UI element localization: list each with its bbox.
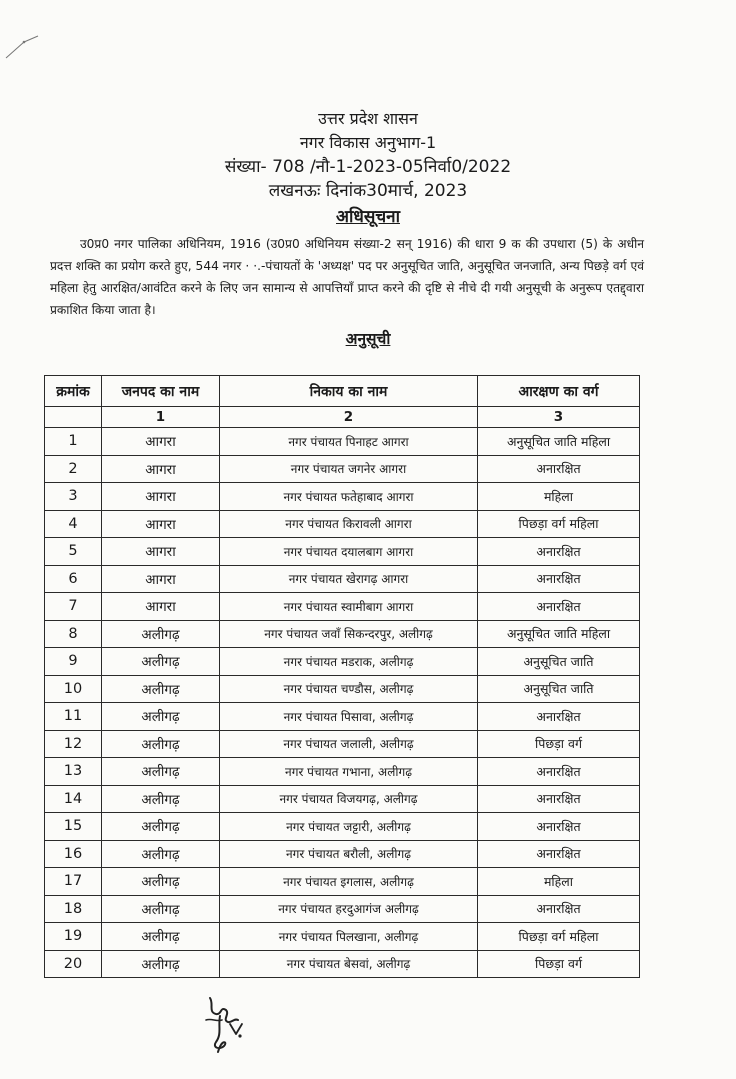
cell-serial: 16 [45, 840, 102, 868]
cell-body-name: नगर पंचायत गभाना, अलीगढ़ [220, 758, 478, 786]
cell-body-name: नगर पंचायत बेसवां, अलीगढ़ [220, 950, 478, 978]
colnum-1: 1 [102, 407, 220, 428]
cell-body-name: नगर पंचायत मडराक, अलीगढ़ [220, 648, 478, 676]
government-name: उत्तर प्रदेश शासन [318, 109, 418, 128]
cell-serial: 8 [45, 620, 102, 648]
cell-body-name: नगर पंचायत बरौली, अलीगढ़ [220, 840, 478, 868]
cell-body-name: नगर पंचायत इगलास, अलीगढ़ [220, 868, 478, 896]
cell-body-name: नगर पंचायत चण्डौस, अलीगढ़ [220, 675, 478, 703]
cell-category: अनुसूचित जाति महिला [478, 428, 640, 456]
cell-category: पिछड़ा वर्ग महिला [478, 510, 640, 538]
table-row [45, 565, 640, 593]
cell-district: अलीगढ़ [102, 785, 220, 813]
header-serial: क्रमांक [45, 376, 102, 407]
cell-body-name: नगर पंचायत पिलखाना, अलीगढ़ [220, 923, 478, 951]
table-body [45, 428, 640, 978]
cell-district: अलीगढ़ [102, 675, 220, 703]
table-row [45, 703, 640, 731]
notice-paragraph: उ0प्र0 नगर पालिका अधिनियम, 1916 (उ0प्र0 अधिनियम संख्या-2 सन् 1916) की धारा 9 क की उपधारा (5) के अधीन प्रदत्त शक्ति का प्रयोग करते हुए, 544 नगर · ·.-पंचायतों के 'अध्यक्ष' पद पर अनुसूचित जाति, अनुसूचित जनजाति, अन्य पिछड़े वर्ग एवं महिला हेतु आरक्षित/आवंटित करने के लिए जन सामान्य से आपत्तियाँ प्राप्त करने की दृष्टि से नीचे दी गयी अनुसूची के अनुरूप एतद्द्वारा प्रकाशित किया जाता है। [50, 237, 644, 317]
cell-category: पिछड़ा वर्ग [478, 950, 640, 978]
cell-category: अनारक्षित [478, 813, 640, 841]
cell-serial: 5 [45, 538, 102, 566]
cell-district: अलीगढ़ [102, 703, 220, 731]
cell-serial: 20 [45, 950, 102, 978]
table-row [45, 895, 640, 923]
cell-district: अलीगढ़ [102, 895, 220, 923]
cell-district: आगरा [102, 565, 220, 593]
table-row [45, 758, 640, 786]
cell-serial: 18 [45, 895, 102, 923]
cell-district: अलीगढ़ [102, 840, 220, 868]
cell-serial: 1 [45, 428, 102, 456]
cell-category: अनारक्षित [478, 593, 640, 621]
cell-serial: 4 [45, 510, 102, 538]
notice-title: अधिसूचना [336, 207, 400, 227]
place-date: लखनऊः दिनांक30मार्च, 2023 [268, 181, 468, 201]
cell-body-name: नगर पंचायत फतेहाबाद आगरा [220, 483, 478, 511]
cell-body-name: नगर पंचायत दयालबाग आगरा [220, 538, 478, 566]
table-row [45, 455, 640, 483]
cell-category: महिला [478, 868, 640, 896]
cell-district: आगरा [102, 510, 220, 538]
cell-serial: 11 [45, 703, 102, 731]
cell-body-name: नगर पंचायत जलाली, अलीगढ़ [220, 730, 478, 758]
cell-district: अलीगढ़ [102, 813, 220, 841]
cell-category: अनुसूचित जाति [478, 675, 640, 703]
cell-category: महिला [478, 483, 640, 511]
cell-serial: 14 [45, 785, 102, 813]
cell-serial: 7 [45, 593, 102, 621]
cell-serial: 13 [45, 758, 102, 786]
cell-district: अलीगढ़ [102, 950, 220, 978]
colnum-2: 2 [220, 407, 478, 428]
cell-serial: 9 [45, 648, 102, 676]
cell-district: अलीगढ़ [102, 868, 220, 896]
header-category: आरक्षण का वर्ग [478, 376, 640, 407]
cell-body-name: नगर पंचायत किरावली आगरा [220, 510, 478, 538]
cell-category: अनारक्षित [478, 785, 640, 813]
cell-serial: 3 [45, 483, 102, 511]
schedule-title: अनुसूची [345, 330, 391, 348]
reference-number: संख्या- 708 /नौ-1-2023-05निर्वा0/2022 [224, 157, 512, 177]
table-row [45, 950, 640, 978]
department-name: नगर विकास अनुभाग-1 [299, 133, 437, 152]
cell-district: अलीगढ़ [102, 923, 220, 951]
cell-category: अनारक्षित [478, 565, 640, 593]
table-row [45, 648, 640, 676]
signature [196, 990, 256, 1060]
table-row [45, 620, 640, 648]
table-row [45, 483, 640, 511]
cell-category: पिछड़ा वर्ग महिला [478, 923, 640, 951]
cell-serial: 2 [45, 455, 102, 483]
colnum-0 [45, 407, 102, 428]
colnum-3: 3 [478, 407, 640, 428]
table-row [45, 428, 640, 456]
cell-district: अलीगढ़ [102, 648, 220, 676]
cell-district: आगरा [102, 483, 220, 511]
cell-body-name: नगर पंचायत जट्टारी, अलीगढ़ [220, 813, 478, 841]
cell-body-name: नगर पंचायत स्वामीबाग आगरा [220, 593, 478, 621]
cell-category: अनारक्षित [478, 895, 640, 923]
scan-mark [4, 30, 40, 60]
cell-category: पिछड़ा वर्ग [478, 730, 640, 758]
table-row [45, 868, 640, 896]
table-header-row [45, 376, 640, 407]
cell-district: अलीगढ़ [102, 730, 220, 758]
column-number-row [45, 407, 640, 428]
cell-serial: 19 [45, 923, 102, 951]
cell-category: अनुसूचित जाति महिला [478, 620, 640, 648]
cell-body-name: नगर पंचायत खेरागढ़ आगरा [220, 565, 478, 593]
table-row [45, 813, 640, 841]
cell-serial: 10 [45, 675, 102, 703]
cell-district: अलीगढ़ [102, 758, 220, 786]
header-district: जनपद का नाम [102, 376, 220, 407]
document-header [0, 107, 736, 203]
table-row [45, 675, 640, 703]
table-row [45, 923, 640, 951]
header-body: निकाय का नाम [220, 376, 478, 407]
cell-district: अलीगढ़ [102, 620, 220, 648]
cell-serial: 12 [45, 730, 102, 758]
cell-category: अनारक्षित [478, 538, 640, 566]
cell-district: आगरा [102, 455, 220, 483]
table-row [45, 730, 640, 758]
table-row [45, 785, 640, 813]
cell-category: अनारक्षित [478, 703, 640, 731]
cell-serial: 15 [45, 813, 102, 841]
cell-category: अनारक्षित [478, 758, 640, 786]
cell-body-name: नगर पंचायत जवाँ सिकन्दरपुर, अलीगढ़ [220, 620, 478, 648]
cell-body-name: नगर पंचायत हरदुआगंज अलीगढ़ [220, 895, 478, 923]
cell-body-name: नगर पंचायत जगनेर आगरा [220, 455, 478, 483]
cell-district: आगरा [102, 538, 220, 566]
cell-body-name: नगर पंचायत पिसावा, अलीगढ़ [220, 703, 478, 731]
cell-district: आगरा [102, 593, 220, 621]
cell-body-name: नगर पंचायत विजयगढ़, अलीगढ़ [220, 785, 478, 813]
table-row [45, 510, 640, 538]
table-row [45, 593, 640, 621]
cell-serial: 17 [45, 868, 102, 896]
cell-serial: 6 [45, 565, 102, 593]
cell-category: अनारक्षित [478, 455, 640, 483]
table-row [45, 840, 640, 868]
cell-body-name: नगर पंचायत पिनाहट आगरा [220, 428, 478, 456]
cell-category: अनुसूचित जाति [478, 648, 640, 676]
cell-category: अनारक्षित [478, 840, 640, 868]
cell-district: आगरा [102, 428, 220, 456]
table-row [45, 538, 640, 566]
schedule-table [44, 375, 640, 978]
